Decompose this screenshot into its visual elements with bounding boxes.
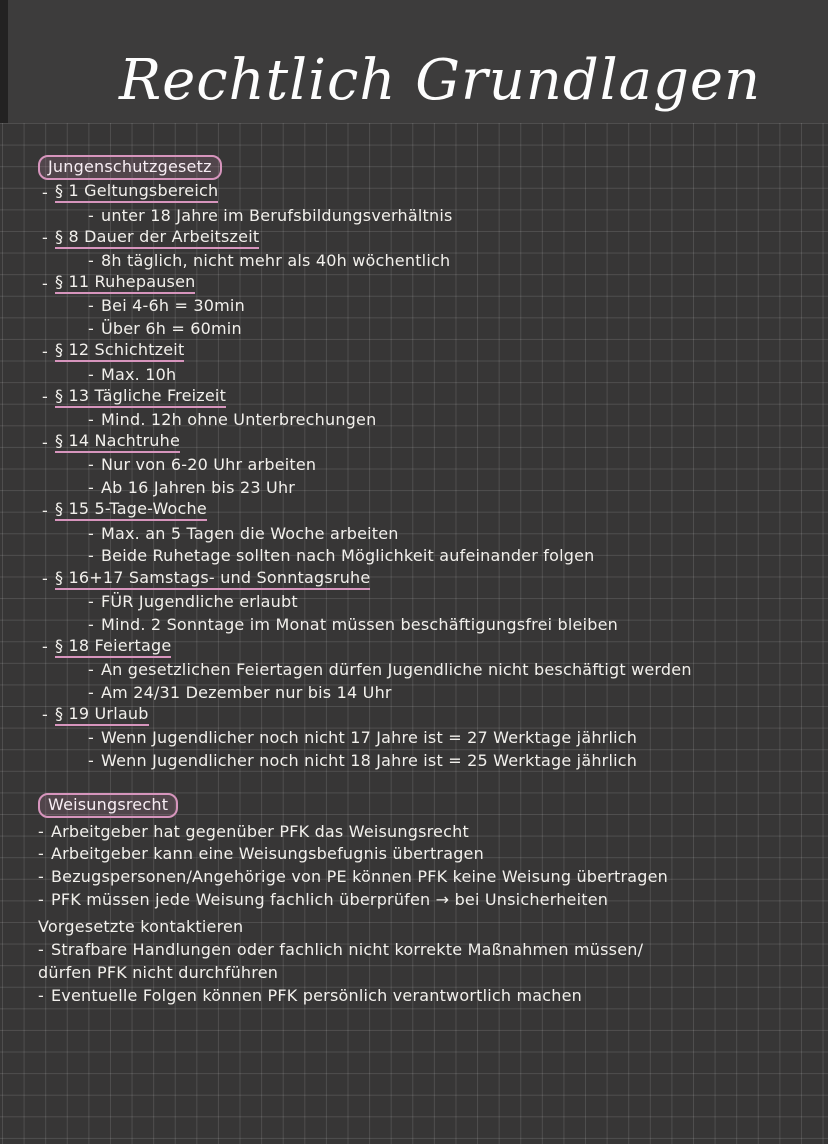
section-jungenschutzgesetz bbox=[38, 155, 804, 772]
list-item bbox=[38, 984, 804, 1007]
item-text: dürfen PFK nicht durchführen bbox=[38, 962, 279, 982]
list-item bbox=[88, 249, 804, 272]
bullet-dash: - bbox=[88, 750, 94, 770]
bullet-dash: - bbox=[38, 985, 44, 1005]
list-item bbox=[42, 499, 804, 522]
paragraph-heading-text: § 15 5-Tage-Woche bbox=[55, 499, 207, 521]
list-item bbox=[42, 340, 804, 363]
bullet-dash: - bbox=[42, 341, 48, 361]
page-edge-shadow bbox=[0, 0, 8, 123]
list-item bbox=[88, 545, 804, 568]
item-text: Am 24/31 Dezember nur bis 14 Uhr bbox=[100, 682, 392, 702]
item-text: Arbeitgeber kann eine Weisungsbefugnis übertragen bbox=[50, 844, 484, 864]
bullet-dash: - bbox=[42, 705, 48, 725]
bullet-dash: - bbox=[88, 364, 94, 384]
list-item bbox=[88, 658, 804, 681]
bullet-dash: - bbox=[88, 410, 94, 430]
list-item bbox=[42, 704, 804, 727]
bullet-dash: - bbox=[88, 319, 94, 339]
item-text: Mind. 2 Sonntage im Monat müssen beschäftigungsfrei bleiben bbox=[100, 614, 618, 634]
list-item bbox=[88, 363, 804, 386]
paragraph-heading-text: § 18 Feiertage bbox=[55, 636, 171, 658]
list-item bbox=[88, 613, 804, 636]
bullet-dash: - bbox=[42, 228, 48, 248]
list-item bbox=[42, 431, 804, 454]
grid-paper-area bbox=[0, 123, 828, 1144]
list-item bbox=[88, 317, 804, 340]
list-item bbox=[42, 385, 804, 408]
paragraph-heading-text: § 14 Nachtruhe bbox=[55, 431, 180, 453]
bullet-dash: - bbox=[42, 273, 48, 293]
item-text: Nur von 6-20 Uhr arbeiten bbox=[100, 455, 317, 475]
bullet-dash: - bbox=[88, 296, 94, 316]
page-title: Rechtlich Grundlagen bbox=[118, 48, 762, 113]
paragraph-heading-text: § 16+17 Samstags- und Sonntagsruhe bbox=[55, 568, 370, 590]
list-item bbox=[42, 635, 804, 658]
list-item bbox=[38, 820, 804, 843]
list-item bbox=[38, 865, 804, 888]
list-item bbox=[88, 408, 804, 431]
list-item bbox=[38, 961, 804, 984]
list-item bbox=[88, 726, 804, 749]
list-item bbox=[88, 454, 804, 477]
list-item bbox=[38, 842, 804, 865]
bullet-dash: - bbox=[88, 478, 94, 498]
bullet-dash: - bbox=[88, 523, 94, 543]
paragraph-heading-text: § 12 Schichtzeit bbox=[55, 340, 184, 362]
item-text: Über 6h = 60min bbox=[100, 319, 242, 339]
paragraph-heading-text: § 1 Geltungsbereich bbox=[55, 181, 218, 203]
item-text: PFK müssen jede Weisung fachlich überprüfen → bei Unsicherheiten bbox=[50, 889, 609, 909]
item-text: Eventuelle Folgen können PFK persönlich verantwortlich machen bbox=[50, 985, 583, 1005]
item-text: Bezugspersonen/Angehörige von PE können PFK keine Weisung übertragen bbox=[50, 866, 668, 886]
item-text: Strafbare Handlungen oder fachlich nicht korrekte Maßnahmen müssen/ bbox=[50, 940, 644, 960]
item-text: 8h täglich, nicht mehr als 40h wöchentlich bbox=[100, 251, 451, 271]
list-item bbox=[38, 888, 804, 911]
section-items bbox=[38, 820, 804, 1007]
list-item bbox=[42, 226, 804, 249]
bullet-dash: - bbox=[42, 637, 48, 657]
bullet-dash: - bbox=[88, 614, 94, 634]
list-item bbox=[42, 567, 804, 590]
item-text: Wenn Jugendlicher noch nicht 17 Jahre ist = 27 Werktage jährlich bbox=[100, 728, 638, 748]
section-heading-line bbox=[38, 155, 804, 179]
paragraph-heading-text: § 11 Ruhepausen bbox=[55, 272, 195, 294]
list-item bbox=[42, 181, 804, 204]
list-item bbox=[38, 916, 804, 939]
bullet-dash: - bbox=[88, 455, 94, 475]
item-text: unter 18 Jahre im Berufsbildungsverhältnis bbox=[100, 205, 453, 225]
item-text: Arbeitgeber hat gegenüber PFK das Weisungsrecht bbox=[50, 821, 469, 841]
bullet-dash: - bbox=[38, 940, 44, 960]
bullet-dash: - bbox=[88, 546, 94, 566]
item-text: FÜR Jugendliche erlaubt bbox=[100, 591, 298, 611]
bullet-dash: - bbox=[88, 728, 94, 748]
section-items bbox=[38, 181, 804, 772]
item-text: Ab 16 Jahren bis 23 Uhr bbox=[100, 478, 296, 498]
bullet-dash: - bbox=[88, 251, 94, 271]
section-heading-line bbox=[38, 794, 804, 818]
list-item bbox=[88, 522, 804, 545]
section-heading-highlight: Weisungsrecht bbox=[38, 793, 178, 818]
bullet-dash: - bbox=[42, 500, 48, 520]
bullet-dash: - bbox=[88, 682, 94, 702]
bullet-dash: - bbox=[88, 591, 94, 611]
paragraph-heading-text: § 13 Tägliche Freizeit bbox=[55, 386, 226, 408]
list-item bbox=[42, 272, 804, 295]
item-text: Max. an 5 Tagen die Woche arbeiten bbox=[100, 523, 399, 543]
bullet-dash: - bbox=[88, 205, 94, 225]
item-text: Bei 4-6h = 30min bbox=[100, 296, 245, 316]
list-item bbox=[88, 749, 804, 772]
list-item bbox=[88, 295, 804, 318]
bullet-dash: - bbox=[42, 569, 48, 589]
item-text: Beide Ruhetage sollten nach Möglichkeit aufeinander folgen bbox=[100, 546, 595, 566]
bullet-dash: - bbox=[38, 821, 44, 841]
item-text: Vorgesetzte kontaktieren bbox=[38, 917, 244, 937]
paragraph-heading-text: § 19 Urlaub bbox=[55, 704, 149, 726]
bullet-dash: - bbox=[38, 866, 44, 886]
item-text: An gesetzlichen Feiertagen dürfen Jugendliche nicht beschäftigt werden bbox=[100, 659, 692, 679]
bullet-dash: - bbox=[42, 182, 48, 202]
bullet-dash: - bbox=[42, 432, 48, 452]
list-item bbox=[88, 476, 804, 499]
page-header bbox=[0, 0, 828, 123]
bullet-dash: - bbox=[38, 844, 44, 864]
list-item bbox=[38, 938, 804, 961]
bullet-dash: - bbox=[38, 889, 44, 909]
list-item bbox=[88, 204, 804, 227]
item-text: Mind. 12h ohne Unterbrechungen bbox=[100, 410, 377, 430]
section-weisungsrecht bbox=[38, 794, 804, 1007]
paragraph-heading-text: § 8 Dauer der Arbeitszeit bbox=[55, 227, 259, 249]
bullet-dash: - bbox=[88, 659, 94, 679]
item-text: Max. 10h bbox=[100, 364, 177, 384]
section-heading-highlight: Jungenschutzgesetz bbox=[38, 155, 222, 180]
list-item bbox=[88, 590, 804, 613]
item-text: Wenn Jugendlicher noch nicht 18 Jahre ist = 25 Werktage jährlich bbox=[100, 750, 638, 770]
list-item bbox=[88, 681, 804, 704]
bullet-dash: - bbox=[42, 387, 48, 407]
